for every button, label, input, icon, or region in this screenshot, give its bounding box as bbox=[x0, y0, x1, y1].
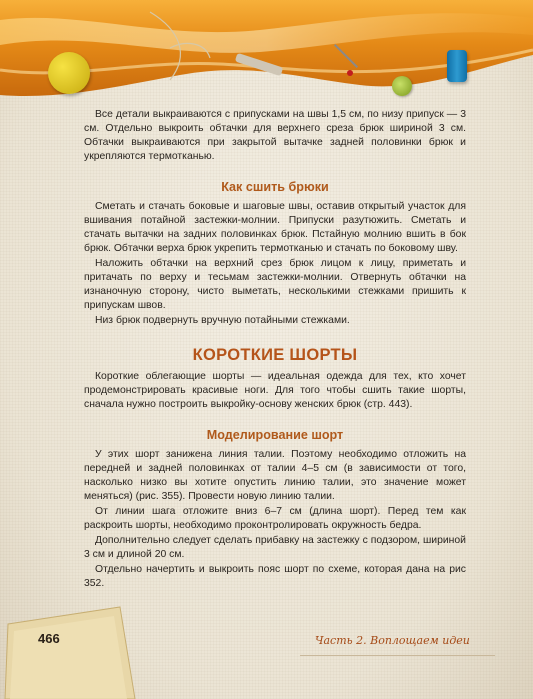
chapter-title: Часть 2. Воплощаем идеи bbox=[315, 634, 470, 647]
paragraph: У этих шорт занижена линия талии. Поэтому необходимо отложить на передней и задней половинках от талии 4–5 см (в зависимости от того, насколько низко вы хотите опустить линию талии, это значение может меняться) (рис. 355). Провести новую линию талии. bbox=[84, 449, 466, 502]
main-text bbox=[84, 108, 466, 592]
paragraph: Дополнительно следует сделать прибавку на застежку с подзором, шириной 3 см и длиной 20 см. bbox=[84, 535, 466, 560]
paragraph: Отдельно начертить и выкроить пояс шорт по схеме, которая дана на рис 352. bbox=[84, 564, 466, 589]
thread-spool-icon bbox=[447, 50, 467, 82]
paper-note-corner bbox=[0, 589, 150, 699]
paragraph: От линии шага отложите вниз 6–7 см (длина шорт). Перед тем как раскроить шорты, необходимо проконтролировать окружность бедра. bbox=[84, 506, 466, 531]
yarn-ball-icon bbox=[48, 52, 90, 94]
footer-divider bbox=[300, 655, 495, 656]
intro-paragraph: Все детали выкраиваются с припусками на швы 1,5 см, по низу припуск — 3 см. Отдельно выкроить обтачки для верхнего среза брюк шириной 3 см. Обтачки выкраиваются при закрытой вытачке задней половинки брюк и укрепляются термотканью. bbox=[84, 109, 466, 162]
pin-head-icon bbox=[347, 70, 353, 76]
section-heading-modeling: Моделирование шорт bbox=[206, 428, 344, 442]
button-icon bbox=[392, 76, 412, 96]
section-heading-shorts: КОРОТКИЕ ШОРТЫ bbox=[192, 346, 358, 364]
paragraph: Короткие облегающие шорты — идеальная одежда для тех, кто хочет продемонстрировать красивые ноги. Для того чтобы сшить такие шорты, сначала нужно построить выкройку-основу женских брюк (стр. 443). bbox=[84, 371, 466, 410]
paragraph: Сметать и стачать боковые и шаговые швы, оставив открытый участок для вшивания потайной застежки-молнии. Припуски разутюжить. Сметать и стачать вытачки на задних половинках брюк. Пстайную молнию вшить в бок брюк. Обтачки верха брюк укрепить термотканью и стачать по боковому шву. bbox=[84, 201, 466, 254]
paragraph: Наложить обтачки на верхний срез брюк лицом к лицу, приметать и притачать по верху и тесьмам застежки-молнии. Отвернуть обтачки на изнаночную сторону, чисто выметать, несколькими стежками пришить к припускам швов. bbox=[84, 258, 466, 311]
paragraph: Низ брюк подвернуть вручную потайными стежками. bbox=[95, 315, 350, 326]
section-heading-sew: Как сшить брюки bbox=[221, 180, 329, 194]
page-number: 466 bbox=[38, 631, 60, 646]
